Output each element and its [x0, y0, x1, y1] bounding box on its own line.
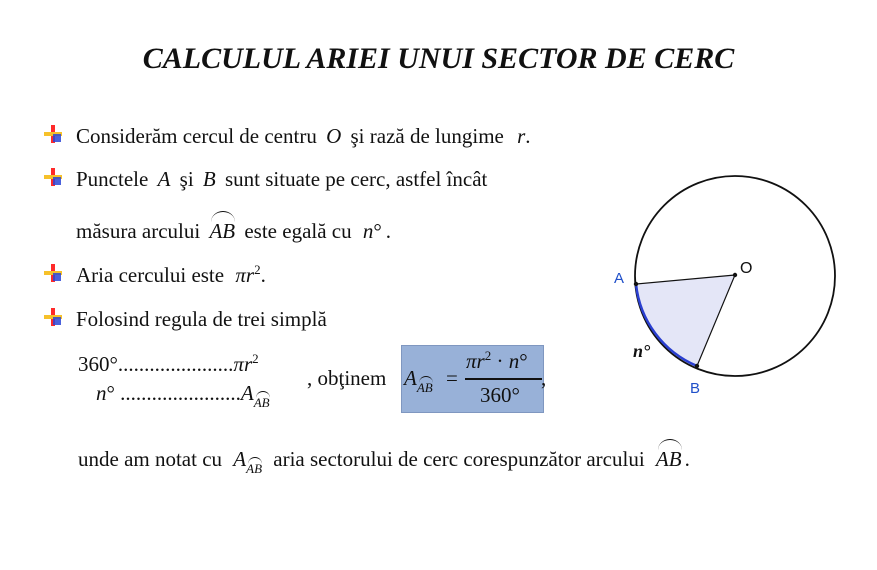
formula-lhs: $A_{AB}$ =	[404, 366, 458, 395]
circle-sector-diagram	[600, 160, 860, 410]
formula-numerator: $\pi r^2 \cdot n^\circ$	[466, 348, 528, 373]
formula-denominator: 360°	[480, 383, 520, 407]
sector-fill	[636, 275, 735, 366]
rule-row-1: $360^\circ......................\pi r^2$	[78, 351, 259, 376]
fraction-bar	[465, 378, 542, 380]
formula-comma: ,	[541, 366, 547, 390]
arc-ab: AB	[656, 441, 682, 472]
bullet-icon	[44, 125, 62, 143]
bullet-2: Punctele A şi B sunt situate pe cerc, astfel încât	[76, 167, 488, 191]
obtinem-text: , obţinem	[307, 366, 387, 390]
arc-ab: AB	[209, 213, 235, 244]
page-title: CALCULUL ARIEI UNUI SECTOR DE CERC	[142, 42, 735, 75]
bullet-1: Considerăm cercul de centru O şi rază de lungime r.	[76, 124, 531, 148]
label-o: O	[740, 260, 753, 277]
bullet-icon	[44, 264, 62, 282]
point-b	[695, 364, 699, 368]
bullet-icon	[44, 168, 62, 186]
bullet-2-cont: măsura arcului AB este egală cu n° .	[76, 213, 391, 244]
footer-text: unde am notat cu $A_{AB}$ aria sectorului de cerc corespunzător arcului AB .	[78, 441, 690, 472]
point-a	[634, 282, 638, 286]
label-b: B	[690, 380, 701, 397]
point-o	[733, 273, 737, 277]
bullet-3: Aria cercului este $\pi r^2$.	[76, 262, 266, 287]
rule-row-2: n° $.......................A_{AB}$	[96, 381, 270, 410]
bullet-4: Folosind regula de trei simplă	[76, 307, 327, 331]
label-angle: n°	[633, 341, 651, 361]
label-a: A	[614, 270, 625, 287]
bullet-icon	[44, 308, 62, 326]
